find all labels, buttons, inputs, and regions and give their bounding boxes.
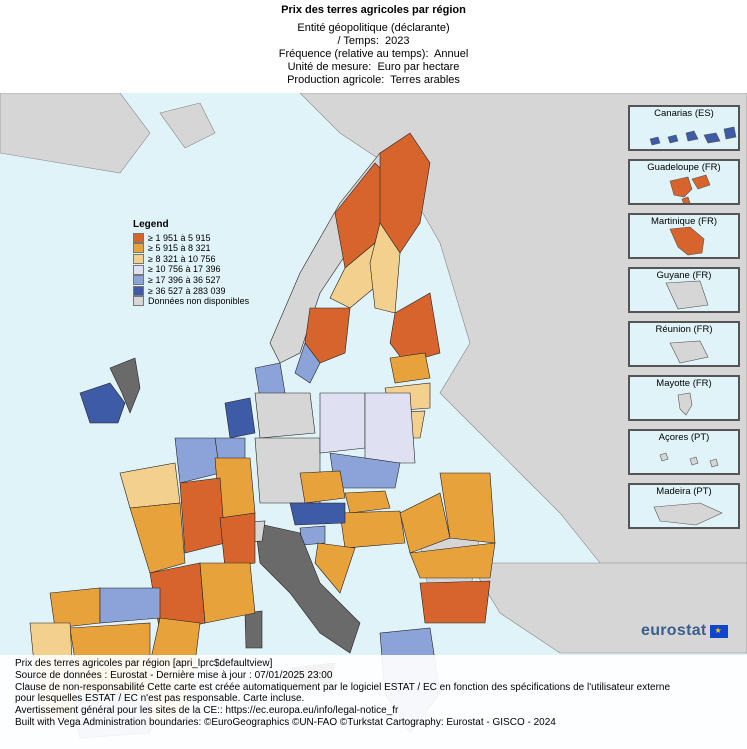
region-france-c[interactable] [180,478,225,553]
footer-dataset: Prix des terres agricoles par région [apri_lprc$defaultview] [15,658,273,669]
region-ireland[interactable] [80,383,125,423]
legend-swatch [133,296,144,306]
legend-item [133,275,249,286]
region-netherlands[interactable] [225,398,255,438]
inset-label: Açores (PT) [658,432,710,443]
meta-unit: Unité de mesure: Euro par hectare [287,61,460,73]
region-france-n[interactable] [175,438,220,483]
inset-label: Guyane (FR) [656,270,712,281]
legend-swatch [133,243,144,253]
region-france-w[interactable] [130,503,185,573]
inset-map[interactable] [628,213,740,259]
inset-label: Guadeloupe (FR) [647,162,721,173]
footer-credits: Built with Vega Administration boundaries: ©EuroGeographics ©UN-FAO ©Turkstat Cartography: Eurostat - GISCO - 2024 [15,716,556,728]
legend-swatch [133,265,144,275]
legend-item [133,296,249,307]
inset-label: Madeira (PT) [656,486,712,497]
inset-map[interactable] [628,429,740,475]
map-metadata [0,22,747,87]
eurostat-wordmark: eurostat [641,622,707,639]
meta-time: / Temps: 2023 [337,35,410,47]
region-spain-nw[interactable] [50,588,100,628]
legend-label: ≥ 5 915 à 8 321 [148,243,211,254]
map-footer [0,655,747,749]
region-belgium[interactable] [215,438,245,461]
inset-label: Réunion (FR) [655,324,713,335]
region-germany-n[interactable] [255,393,315,438]
legend-title: Legend [133,219,169,230]
region-finland-south[interactable] [390,293,440,363]
region-estonia[interactable] [390,353,430,383]
inset-map[interactable] [628,267,740,313]
region-france-e[interactable] [220,513,255,568]
meta-entity: Entité géopolitique (déclarante) [297,22,450,34]
inset-label: Martinique (FR) [651,216,717,227]
legend-label: Données non disponibles [148,296,250,307]
region-france-s[interactable] [200,563,255,623]
regions-layer[interactable] [30,133,495,738]
inset-map[interactable] [628,321,740,367]
region-slovakia[interactable] [345,491,390,513]
legend-label: ≥ 8 321 à 10 756 [148,253,216,264]
footer-disclaimer: Clause de non-responsabilité Cette carte est créée automatiquement par le logiciel ESTAT / EC en fonction des spécifications de l'utilisateur externe [15,681,671,693]
inset-map[interactable] [628,159,740,205]
legend-item [133,286,249,297]
legend-swatch [133,254,144,264]
region-poland-e[interactable] [365,393,415,463]
legend-label: ≥ 17 396 à 36 527 [148,274,221,285]
meta-frequency: Fréquence (relative au temps): Annuel [278,48,469,60]
footer-legal-notice: Avertissement général pour les sites de la CE:: https://ec.europa.eu/info/legal-notice_fr [15,705,399,717]
region-spain-n[interactable] [100,588,160,623]
choropleth-map[interactable] [0,93,747,749]
footer-disclaimer-cont: pour lesquelles ESTAT / EC n'est pas responsable. Carte incluse. [15,693,305,705]
footer-source: Source de données : Eurostat - Dernière mise à jour : 07/01/2025 23:00 [15,669,333,681]
inset-map[interactable] [628,105,740,151]
region-hungary[interactable] [340,511,405,548]
map-legend [133,220,249,307]
region-poland-w[interactable] [320,393,365,453]
legend-label: ≥ 36 527 à 283 039 [148,285,226,296]
inset-map[interactable] [628,375,740,421]
meta-production: Production agricole: Terres arables [287,74,460,86]
legend-swatch [133,286,144,296]
eu-flag-icon: ★ [710,625,728,638]
legend-label: ≥ 1 951 à 5 915 [148,232,211,243]
inset-map[interactable] [628,483,740,529]
map-title: Prix des terres agricoles par région [281,4,466,16]
legend-label: ≥ 10 756 à 17 396 [148,264,221,275]
region-bulgaria[interactable] [420,581,490,623]
eurostat-logo [641,622,728,640]
region-sardinia[interactable] [245,611,262,648]
inset-label: Canarias (ES) [654,108,714,119]
legend-swatch [133,275,144,285]
region-france-nw[interactable] [120,463,180,508]
inset-label: Mayotte (FR) [656,378,712,389]
region-czechia[interactable] [300,471,345,503]
legend-swatch [133,233,144,243]
region-austria[interactable] [290,503,345,525]
legend-item [133,264,249,275]
legend-item [133,254,249,265]
legend-item [133,233,249,244]
legend-item [133,243,249,254]
